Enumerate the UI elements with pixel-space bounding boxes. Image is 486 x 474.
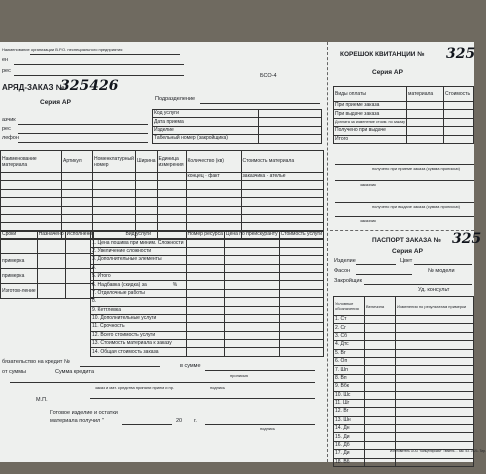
service-row: 7. Отделочные работы [91, 289, 187, 297]
service-row: 10. Дополнительные услуги [91, 314, 187, 322]
ready-line-2: материала получил " [50, 418, 104, 424]
passport-item: Изделие [334, 258, 356, 264]
passport-title: ПАСПОРТ ЗАКАЗА № [372, 237, 441, 244]
measurement-row: 16. Дб [334, 441, 365, 449]
words-caption: прописью [230, 373, 249, 378]
stub-receipt-4: заказчик [360, 218, 376, 223]
stub-series: Серия АР [372, 69, 403, 76]
phone-label: лефон [2, 135, 19, 141]
date-label: Дата приема [153, 118, 259, 126]
meas-col-symbol: Условные обозначения [334, 297, 365, 316]
stub-col-cost: Стоимость [444, 87, 474, 102]
measurement-row: 15. Ди [334, 433, 365, 441]
tailor-label: Табельный номер (закройщика) [153, 135, 259, 143]
ready-line-1: Готовое изделие и остатки [50, 410, 118, 416]
measurement-row: 7. Шп [334, 366, 365, 374]
passport-style: Фасон [334, 268, 351, 274]
meas-col-changes: Изменения по результатам примерки [396, 297, 474, 316]
col-unit: Единица измерения [157, 151, 186, 173]
col-article: Артикул [62, 151, 93, 173]
stub-row: Доплата за изменение стоим. по заказу [334, 118, 407, 126]
signature-caption: подпись [210, 385, 226, 390]
org-line: Наименование организации В.Р.О. неспециального предприятия [2, 47, 123, 52]
col-service-cost: Стоимость услуги [280, 231, 322, 238]
service-row: 1. Цена пошива при миним. Сложности [91, 239, 187, 247]
measurement-row: 6. Оп [334, 357, 365, 365]
measurement-row: 3. Сб [334, 332, 365, 340]
measurement-row: 13. Шн [334, 416, 365, 424]
percent-sign: % [172, 281, 178, 288]
department-label: Подразделение [155, 96, 196, 102]
measurement-row: 10. Шс [334, 391, 365, 399]
service-row: 9. Кеттлевка [91, 306, 187, 314]
stub-receipt-3: получено при выдаче заказа (сумма прописью) [372, 204, 460, 209]
measurement-row: 14. Дн [334, 425, 365, 433]
service-row: 2. Увеличение сложности [91, 247, 187, 255]
stub-number: 325 [446, 46, 476, 62]
col-resource: Номер ресурса [187, 231, 223, 238]
addr-label-b: рес [2, 68, 11, 74]
stub-title: КОРЕШОК КВИТАНЦИИ № [340, 51, 425, 58]
fitting-row-3: Изготов-ление [1, 284, 38, 299]
credit-line-1: бязательство на кредит № [2, 359, 70, 365]
fitting-row-2: примерка [1, 269, 38, 284]
service-row: 13. Стоимость материала к заказу [91, 340, 187, 348]
services-table [90, 230, 324, 357]
meas-col-value: Величина [365, 297, 396, 316]
col-quantity: Количество (кв) [186, 151, 241, 173]
perforation-line [327, 42, 328, 462]
bso-label: БСО-4 [260, 73, 277, 79]
ready-year-suffix: г. [194, 418, 197, 424]
col-width: Ширина [136, 151, 158, 173]
order-info-table [152, 109, 322, 144]
stub-receipt-2: заказчик [360, 182, 376, 187]
measurement-row: 9. Вбк [334, 383, 365, 391]
passport-number: 325 [452, 231, 482, 247]
fitting-row-1: примерка [1, 254, 38, 269]
measurement-row: 4. Дтс [334, 341, 365, 349]
measurement-row: 1. Ст [334, 316, 365, 324]
stub-row: При приеме заказа [334, 102, 407, 110]
measurement-row: 2. Сг [334, 324, 365, 332]
fit-col-done: Исполнено [66, 231, 93, 238]
measurement-row: 5. Вг [334, 349, 365, 357]
service-row: 6. Надбавка (скидка) за [92, 281, 147, 288]
passport-series: Серия АР [392, 248, 423, 255]
measurement-row: 12. Вг [334, 408, 365, 416]
col-price: Цена по прейскуранту [225, 231, 278, 238]
customer-label: азчик [2, 117, 16, 123]
order-number: 325426 [60, 78, 119, 94]
measurement-row: 17. Ди [334, 450, 365, 458]
credit-line-3: Сумма кредита [55, 369, 95, 375]
measurements-table [333, 296, 474, 467]
col-cost: Стоимость материала [241, 151, 324, 173]
stub-col-material: материала [407, 87, 444, 102]
fittings-table [0, 230, 94, 299]
stub-row: При выдаче заказа [334, 110, 407, 118]
printer-footer: Изготовитель ООО "Канцелярский" Тюмень ... зак. 53. 2021. Тир. [390, 449, 486, 453]
order-title: АРЯД-ЗАКАЗ № [2, 83, 65, 92]
measurement-row: 18. Вб [334, 458, 365, 466]
stub-col-payment: Виды оплаты [334, 87, 407, 102]
passport-color: Цвет [400, 258, 413, 264]
item-label: Изделие [153, 126, 259, 134]
order-series: Серия АР [40, 99, 71, 106]
qty-planned: концец [187, 173, 204, 180]
service-row: 11. Срочность [91, 323, 187, 331]
fit-col-terms: Сроки [1, 231, 38, 239]
passport-consultant: Уд. консульт [418, 287, 450, 293]
signature-caption-2: подпись [260, 426, 276, 431]
service-row: 3. Дополнительные элементы [91, 256, 187, 264]
col-nomenclature: Номенклатурный номер [93, 151, 136, 173]
fit-col-assigned: Назначено [38, 231, 64, 238]
measurement-row: 8. Вп [334, 374, 365, 382]
service-code-label: Код услуги [153, 110, 259, 118]
received-caption: заказ и мат. средства приняли прием и пр. [95, 385, 175, 390]
service-row: 12. Всего стоимость услуги [91, 331, 187, 339]
addr-label-a: ен [2, 57, 9, 63]
credit-line-2: от суммы [2, 369, 26, 375]
ready-year: 20 [176, 418, 183, 424]
qty-actual: факт [208, 173, 220, 180]
services-header: Вид услуги [91, 231, 187, 239]
cost-atelier: ателье [269, 173, 286, 180]
cost-customer: заказчика [242, 173, 266, 180]
stub-payment-table [333, 86, 474, 144]
passport-model: № модели [428, 268, 455, 274]
col-material: Наименование материала [1, 151, 62, 173]
service-row: 4. [91, 264, 187, 272]
credit-line-4: в сумме [180, 363, 201, 369]
stub-row: Получено при выдаче [334, 127, 407, 135]
materials-table: Наименование материала Артикул Номенклатурный номер Ширина Единица измерения Количество (кв) Стоимость материала концец · факт заказчика · ателье [0, 150, 324, 240]
stub-row: Итого [334, 135, 407, 143]
service-row: 5. Итого [91, 272, 187, 280]
order-form-sheet [0, 42, 486, 465]
service-row: 14. Общая стоимость заказа [91, 348, 187, 356]
measurement-row: 11. Шг [334, 399, 365, 407]
stamp-label: М.П. [36, 397, 48, 403]
service-row: 8. [91, 298, 187, 306]
address-label: рес [2, 126, 11, 132]
passport-tailor: Закройщик [334, 278, 362, 284]
stub-receipt-1: получено при приеме заказа (сумма прописью) [372, 166, 460, 171]
